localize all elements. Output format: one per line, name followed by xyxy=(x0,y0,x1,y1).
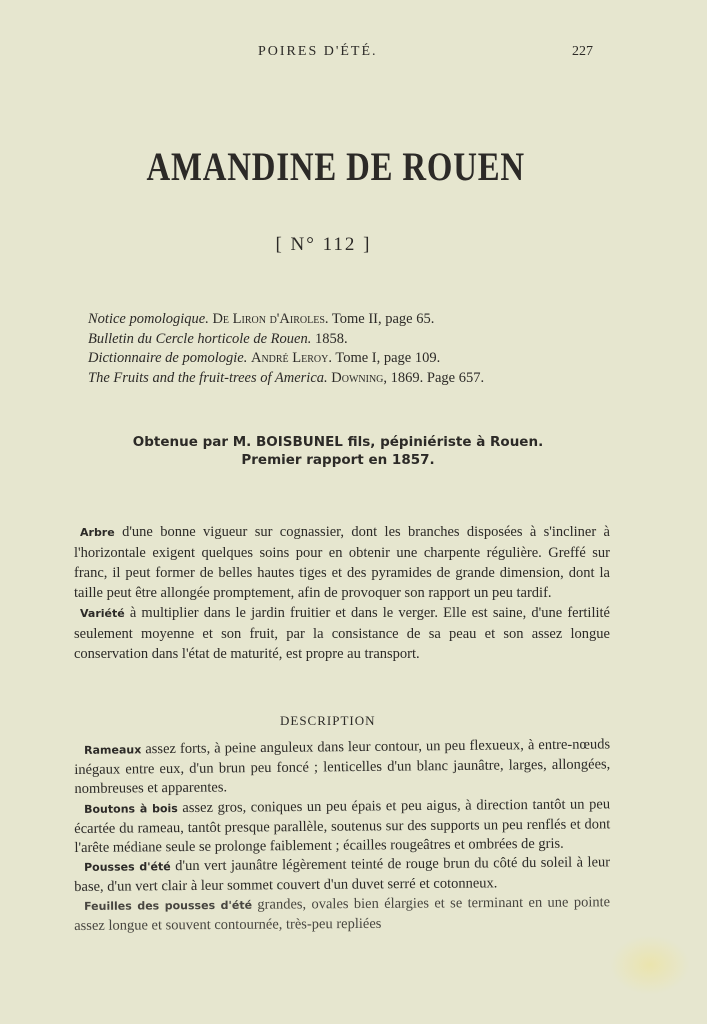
paragraph xyxy=(74,522,610,603)
references xyxy=(88,310,608,388)
description-body xyxy=(74,736,611,936)
description-lead: Feuilles des pousses d'été xyxy=(84,898,253,913)
reference-detail: . Tome I, page 109. xyxy=(328,350,441,366)
paragraph-lead: Variété xyxy=(80,607,125,620)
paragraph-text: d'une bonne vigueur sur cognassier, dont les branches disposées à s'incliner à l'horizontale exigent quelques soins pour en obtenir une charpente régulière. Greffé sur franc, il peut former de belles hautes tiges et des pyramides de grande dimension, dont la taille peut être allongée promptement, afin de provoquer son rapport un peu tardif. xyxy=(74,524,610,601)
description-item xyxy=(74,853,610,897)
reference-work: Dictionnaire de pomologie. xyxy=(88,350,248,366)
origin-line-2: Premier rapport en 1857. xyxy=(241,452,435,468)
reference-author: André Leroy xyxy=(250,350,329,366)
reference-author: Downing xyxy=(331,369,384,386)
reference-work: Bulletin du Cercle horticole de Rouen. xyxy=(88,330,312,347)
paragraph xyxy=(74,603,610,664)
reference-detail: 1858. xyxy=(311,330,348,347)
reference-detail: , 1869. Page 657. xyxy=(383,369,485,386)
reference-work: Notice pomologique. xyxy=(88,311,209,327)
reference-item xyxy=(88,369,608,389)
reference-detail: . Tome II, page 65. xyxy=(324,311,435,327)
description-item xyxy=(74,893,610,936)
reference-author: De Liron d'Airoles xyxy=(212,311,325,327)
description-lead: Boutons à bois xyxy=(84,801,178,816)
description-item xyxy=(74,735,611,799)
description-item xyxy=(74,795,610,858)
description-lead: Pousses d'été xyxy=(84,860,171,874)
reference-item xyxy=(88,310,608,330)
description-text: grandes, ovales bien élargies et se terminant en une pointe assez longue et souvent contournée, très-peu repliées xyxy=(74,894,611,934)
description-text: assez gros, coniques un peu épais et peu aigus, à direction tantôt un peu écartée du rameau, tantôt presque parallèle, soutenus sur des supports un peu renflés et dont l'arête médiane seule se prolonge faiblement ; écailles rougeâtres et ombrées de gris. xyxy=(74,795,611,856)
reference-item xyxy=(88,330,608,350)
reference-item xyxy=(88,349,608,369)
paragraph-lead: Arbre xyxy=(80,526,115,539)
variety-number: [ N° 112 ] xyxy=(275,234,372,255)
page-title: AMANDINE DE ROUEN xyxy=(146,144,525,189)
paper-stain xyxy=(610,935,690,995)
running-title: POIRES D'ÉTÉ. xyxy=(258,44,378,59)
description-text: assez forts, à peine anguleux dans leur contour, un peu flexueux, à entre-nœuds inégaux entre eux, d'un brun peu foncé ; lenticelles d'un blanc jaunâtre, larges, allongées, nombreuses et apparentes. xyxy=(74,736,611,797)
section-heading: DESCRIPTION xyxy=(280,713,376,728)
paragraph-text: à multiplier dans le jardin fruitier et dans le verger. Elle est saine, d'une fertilité seulement moyenne et son fruit, par la consistance de sa peau et son assez longue conservation dans l'état de maturité, est propre au transport. xyxy=(74,605,610,662)
page-number: 227 xyxy=(572,44,593,59)
reference-work: The Fruits and the fruit-trees of America. xyxy=(88,369,328,386)
origin-line-1: Obtenue par M. BOISBUNEL fils, pépiniériste à Rouen. xyxy=(132,434,544,450)
body-paragraphs xyxy=(74,522,610,664)
origin-note xyxy=(88,433,588,469)
description-lead: Rameaux xyxy=(84,743,142,757)
description-text: d'un vert jaunâtre légèrement teinté de rouge brun du côté du soleil à leur base, d'un vert clair à leur sommet couvert d'un duvet serré et cotonneux. xyxy=(74,854,611,895)
